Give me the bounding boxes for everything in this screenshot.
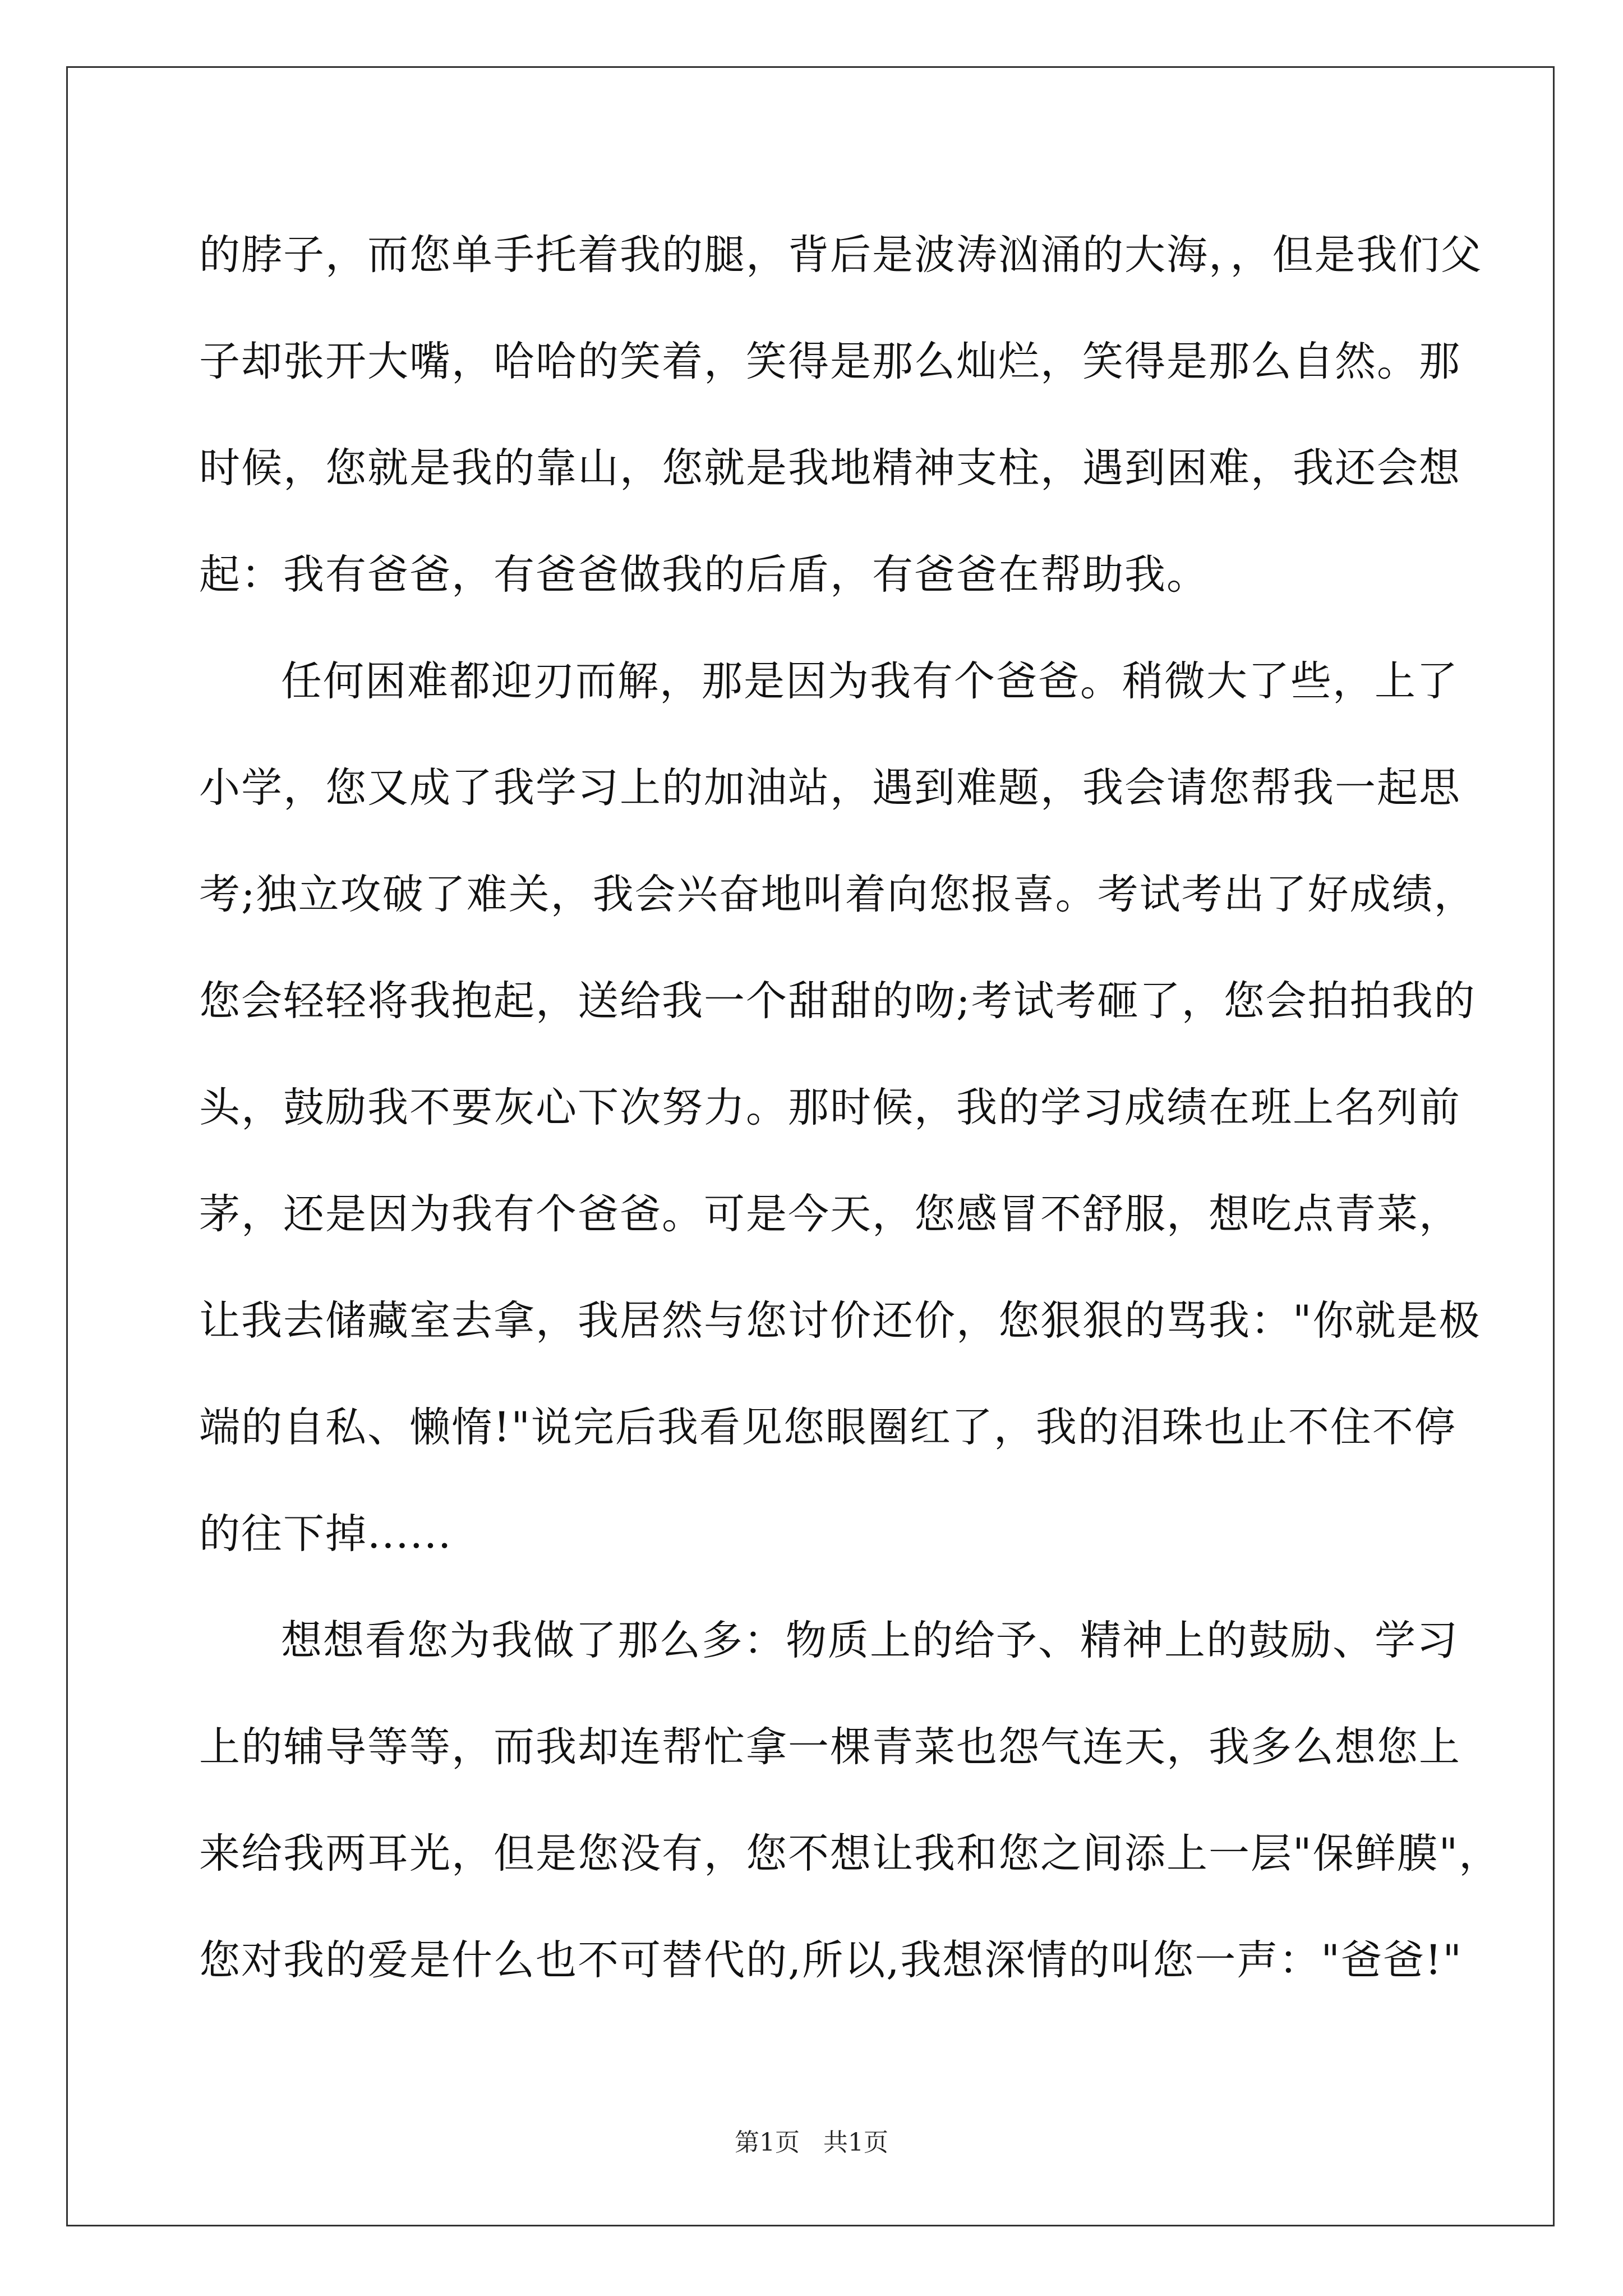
page-number: 第1页: [735, 2128, 800, 2157]
text-line: 头，鼓励我不要灰心下次努力。那时候，我的学习成绩在班上名列前: [199, 1084, 1461, 1131]
text-line: 茅，还是因为我有个爸爸。可是今天，您感冒不舒服，想吃点青菜，: [199, 1190, 1461, 1238]
text-line: 您会轻轻将我抱起，送给我一个甜甜的吻;考试考砸了，您会拍拍我的: [199, 977, 1476, 1025]
text-line: 子却张开大嘴，哈哈的笑着，笑得是那么灿烂，笑得是那么自然。那: [199, 338, 1461, 385]
paragraph-start-line: 任何困难都迎刃而解，那是因为我有个爸爸。稍微大了些，上了: [281, 657, 1459, 705]
text-line: 端的自私、懒惰!"说完后我看见您眼圈红了，我的泪珠也止不住不停: [199, 1404, 1456, 1451]
text-line: 上的辅导等等，而我却连帮忙拿一棵青菜也怨气连天，我多么想您上: [199, 1723, 1461, 1771]
text-line: 的往下掉......: [199, 1510, 453, 1558]
text-line: 来给我两耳光，但是您没有，您不想让我和您之间添上一层"保鲜膜"，: [199, 1830, 1501, 1878]
page-total: 共1页: [823, 2128, 888, 2157]
document-body: [199, 202, 1501, 2014]
text-line: 起：我有爸爸，有爸爸做我的后盾，有爸爸在帮助我。: [199, 551, 1209, 599]
paragraph-start-line: 想想看您为我做了那么多：物质上的给予、精神上的鼓励、学习: [281, 1617, 1459, 1664]
text-line: 让我去储藏室去拿，我居然与您讨价还价，您狠狠的骂我："你就是极: [199, 1297, 1481, 1345]
text-line: 小学，您又成了我学习上的加油站，遇到难题，我会请您帮我一起思: [199, 764, 1461, 812]
text-line: 您对我的爱是什么也不可替代的,所以,我想深情的叫您一声："爸爸!": [199, 1936, 1463, 1984]
text-line: 考;独立攻破了难关，我会兴奋地叫着向您报喜。考试考出了好成绩，: [199, 871, 1476, 918]
text-line: 时候，您就是我的靠山，您就是我地精神支柱，遇到困难，我还会想: [199, 444, 1461, 492]
text-line: 的脖子，而您单手托着我的腿，背后是波涛汹涌的大海，，但是我们父: [199, 231, 1483, 279]
page-footer: [0, 2126, 1623, 2160]
